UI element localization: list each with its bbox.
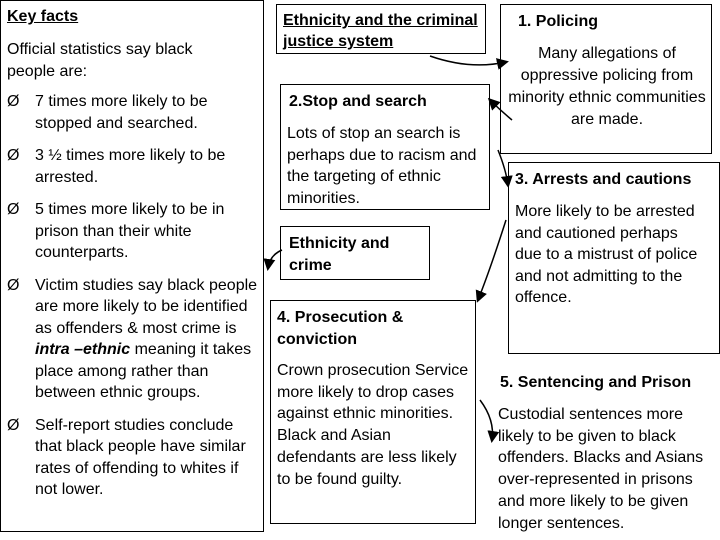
list-item: Ø 3 ½ times more likely to be arrested. bbox=[7, 147, 226, 186]
arrow-arrests-to-prosecution bbox=[478, 220, 506, 300]
arrow-bullet-icon: Ø bbox=[7, 416, 20, 434]
arrow-bullet-icon: Ø bbox=[7, 93, 20, 110]
stop-search-heading: 2.Stop and search bbox=[289, 93, 427, 110]
title-text: Ethnicity and the criminal justice system bbox=[283, 12, 478, 50]
arrow-stop-to-arrests bbox=[498, 150, 508, 185]
arrow-crime-to-keyfacts bbox=[268, 250, 282, 268]
list-item: Ø 7 times more likely to be stopped and searched. bbox=[7, 93, 208, 132]
arrow-policing-to-stop bbox=[490, 100, 512, 120]
arrow-bullet-icon: Ø bbox=[7, 147, 20, 164]
key-facts-heading: Key facts bbox=[7, 8, 79, 25]
stop-search-body: Lots of stop an search is perhaps due to racism and the targeting of ethnic minorities. bbox=[287, 125, 477, 207]
sentencing-body: Custodial sentences more likely to be given to black offenders. Blacks and Asians over-represented in prisons and more likely to be given longer sentences. bbox=[498, 406, 704, 532]
list-item: Ø Victim studies say black people are more likely to be identified as offenders & most crime is intra –ethnic meaning it takes place among rather than between ethnic groups. bbox=[7, 276, 258, 401]
sentencing-heading: 5. Sentencing and Prison bbox=[500, 374, 692, 391]
arrests-heading: 3. Arrests and cautions bbox=[515, 171, 692, 188]
key-facts-intro: Official statistics say black people are: bbox=[7, 41, 193, 80]
policing-body: Many allegations of oppressive policing from minority ethnic communities are made. bbox=[508, 45, 706, 128]
list-item: Ø 5 times more likely to be in prison than their white counterparts. bbox=[7, 201, 225, 261]
arrow-bullet-icon: Ø bbox=[7, 276, 20, 294]
list-item: Ø Self-report studies conclude that black people have similar rates of offending to whites if not lower. bbox=[7, 416, 246, 498]
prosecution-body: Crown prosecution Service more likely to drop cases against ethnic minorities. Black and Asian defendants are less likely to be found guilty. bbox=[277, 362, 469, 488]
prosecution-heading: 4. Prosecution & conviction bbox=[277, 309, 404, 348]
arrests-body: More likely to be arrested and cautioned perhaps due to a mistrust of police and not admitting to the offence. bbox=[515, 203, 698, 306]
ethnicity-crime-text: Ethnicity and crime bbox=[289, 235, 390, 274]
policing-heading: 1. Policing bbox=[518, 13, 599, 30]
arrow-bullet-icon: Ø bbox=[7, 201, 20, 218]
arrow-prosecution-to-sentencing bbox=[480, 400, 493, 440]
arrow-title-to-policing bbox=[430, 56, 506, 65]
